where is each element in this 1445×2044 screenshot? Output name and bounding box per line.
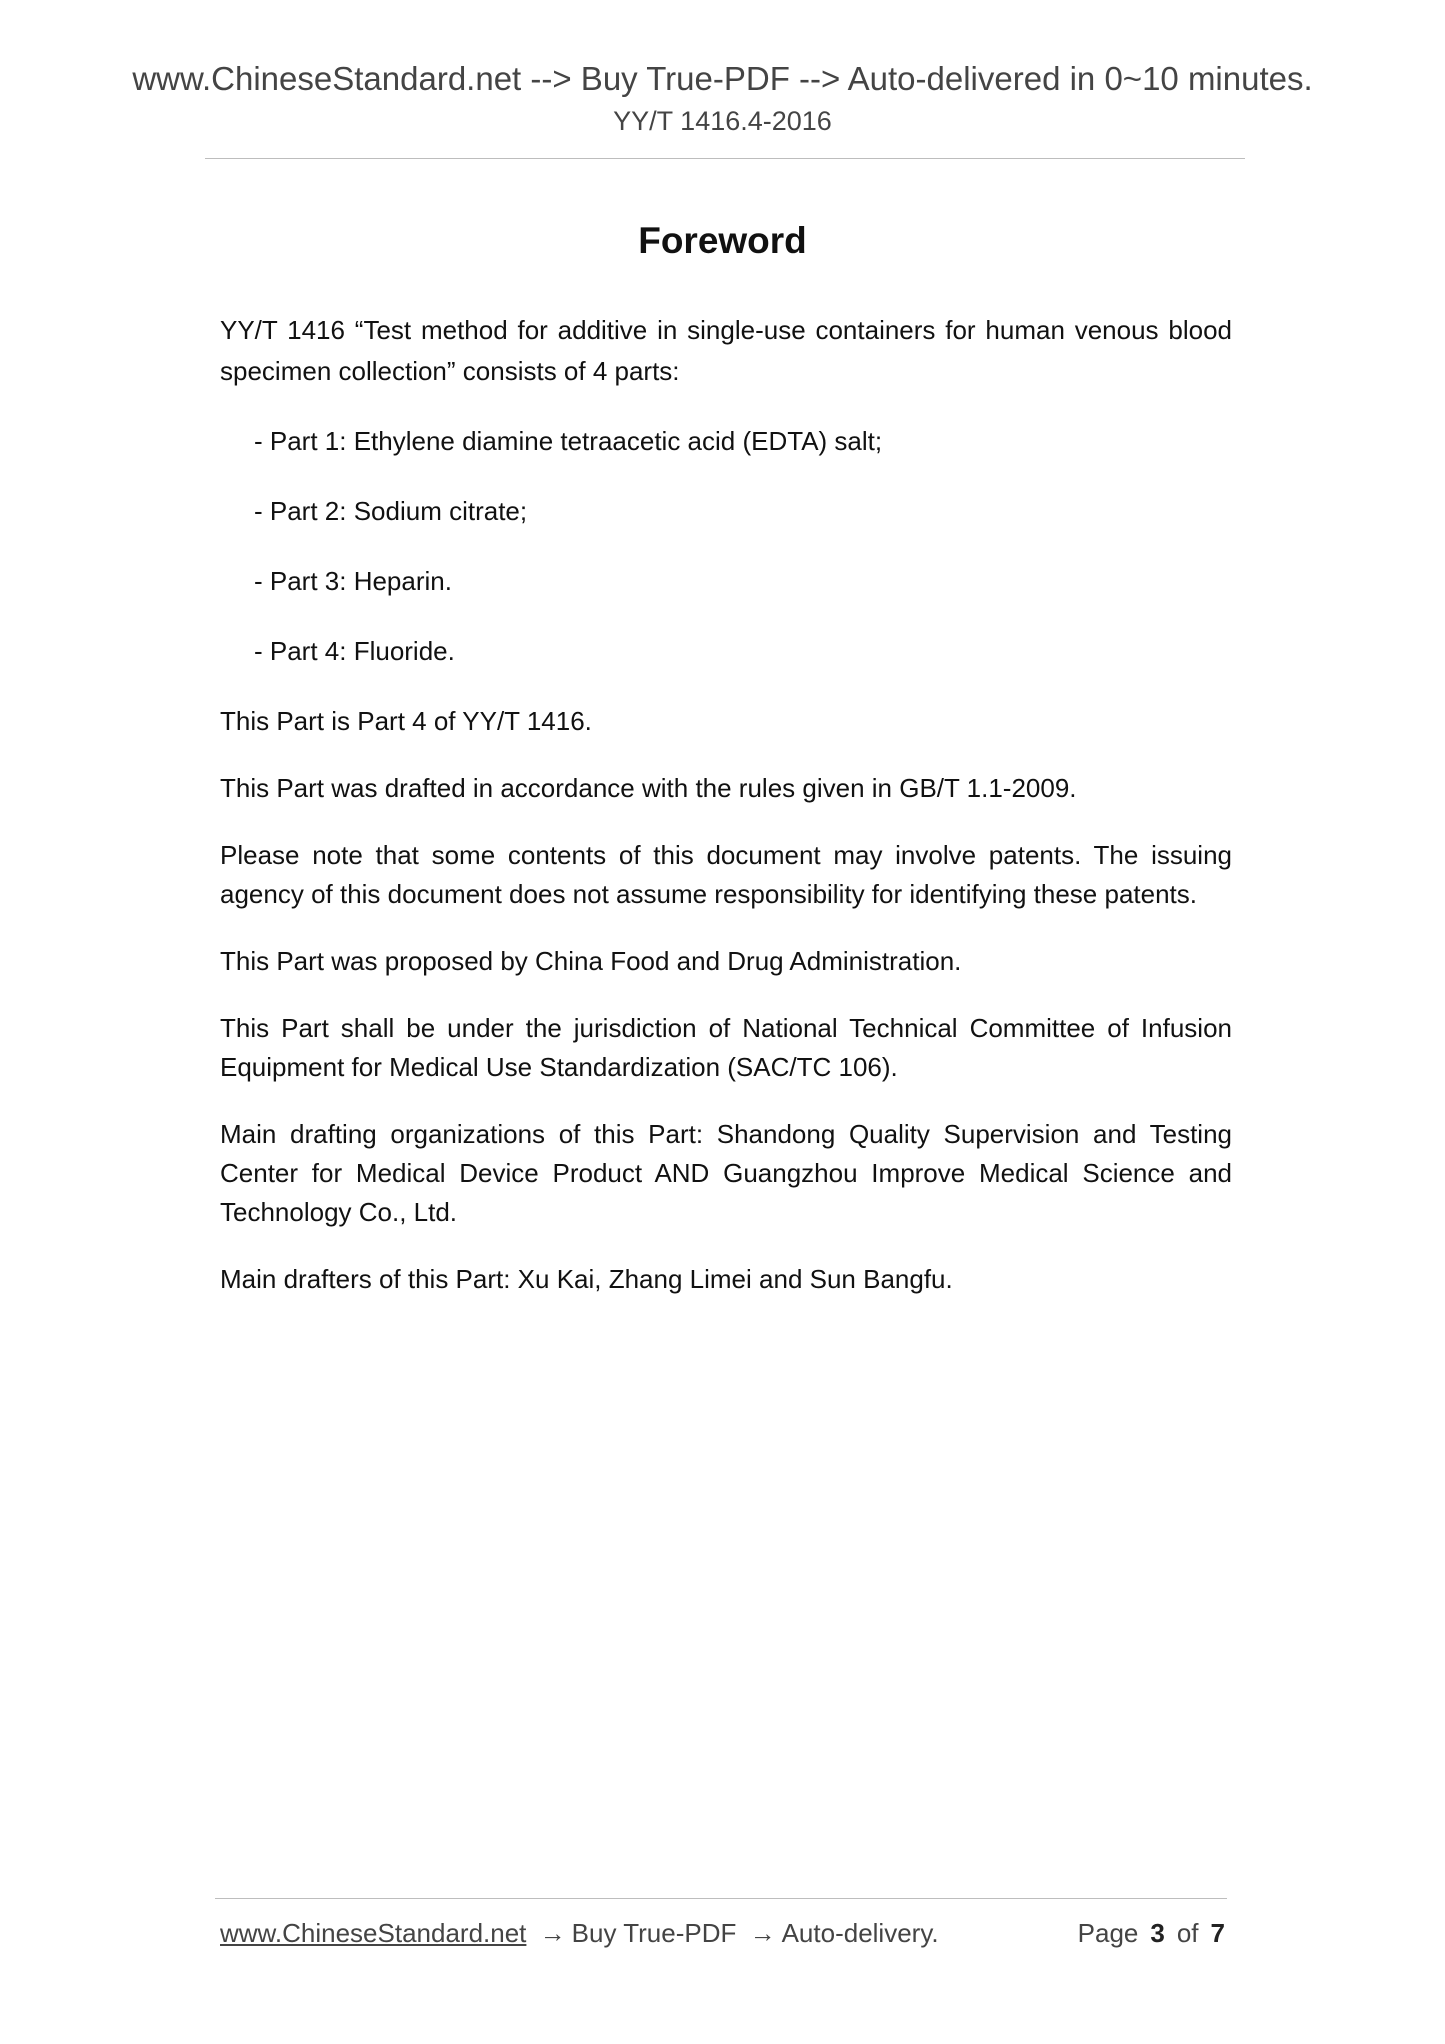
page-title: Foreword: [638, 220, 807, 261]
site-link[interactable]: www.ChineseStandard.net: [220, 1918, 527, 1948]
part-item-3: - Part 3: Heparin.: [254, 566, 452, 596]
header-divider: [205, 158, 1245, 159]
paragraph-proposed-by: This Part was proposed by China Food and Drug Administration.: [220, 946, 962, 976]
part-item-2: - Part 2: Sodium citrate;: [254, 496, 528, 526]
paragraph-jurisdiction: This Part shall be under the jurisdiction of National Technical Committee of Infusion Equipment for Medical Use Standardization (SAC/TC 106).: [220, 1013, 1232, 1082]
footer: [220, 1918, 1225, 1954]
footer-links: [220, 1918, 939, 1949]
paragraph-drafters: Main drafters of this Part: Xu Kai, Zhang Limei and Sun Bangfu.: [220, 1264, 953, 1294]
footer-divider: [215, 1898, 1227, 1899]
part-item-4: - Part 4: Fluoride.: [254, 636, 455, 666]
paragraph-patents: Please note that some contents of this document may involve patents. The issuing agency of this document does not assume responsibility for identifying these patents.: [220, 840, 1232, 909]
buy-pdf-text: Buy True-PDF: [571, 1918, 737, 1948]
part-item-1: - Part 1: Ethylene diamine tetraacetic acid (EDTA) salt;: [254, 426, 883, 456]
paragraph-drafting-rules: This Part was drafted in accordance with the rules given in GB/T 1.1-2009.: [220, 773, 1077, 803]
arrow-right-icon: →: [749, 1918, 776, 1948]
page-label: Page: [1077, 1918, 1139, 1948]
paragraph-part-number: This Part is Part 4 of YY/T 1416.: [220, 706, 592, 736]
paragraph-drafting-organizations: Main drafting organizations of this Part: Shandong Quality Supervision and Testing Center for Medical Device Product AND Guangzhou Improve Medical Science and Technology Co., Ltd.: [220, 1119, 1232, 1227]
standard-code: YY/T 1416.4-2016: [613, 106, 832, 136]
header-banner: www.ChineseStandard.net --> Buy True-PDF --> Auto-delivered in 0~10 minutes.: [132, 60, 1313, 97]
intro-paragraph: YY/T 1416 “Test method for additive in single-use containers for human venous blood specimen collection” consists of 4 parts:: [220, 315, 1232, 386]
document-body: [220, 310, 1232, 1299]
auto-delivery-text: Auto-delivery.: [781, 1918, 939, 1948]
current-page-number: 3: [1150, 1918, 1165, 1948]
page-indicator: [1078, 1918, 1225, 1949]
of-label: of: [1176, 1918, 1199, 1948]
arrow-right-icon: →: [539, 1918, 566, 1948]
total-pages-number: 7: [1210, 1918, 1225, 1948]
